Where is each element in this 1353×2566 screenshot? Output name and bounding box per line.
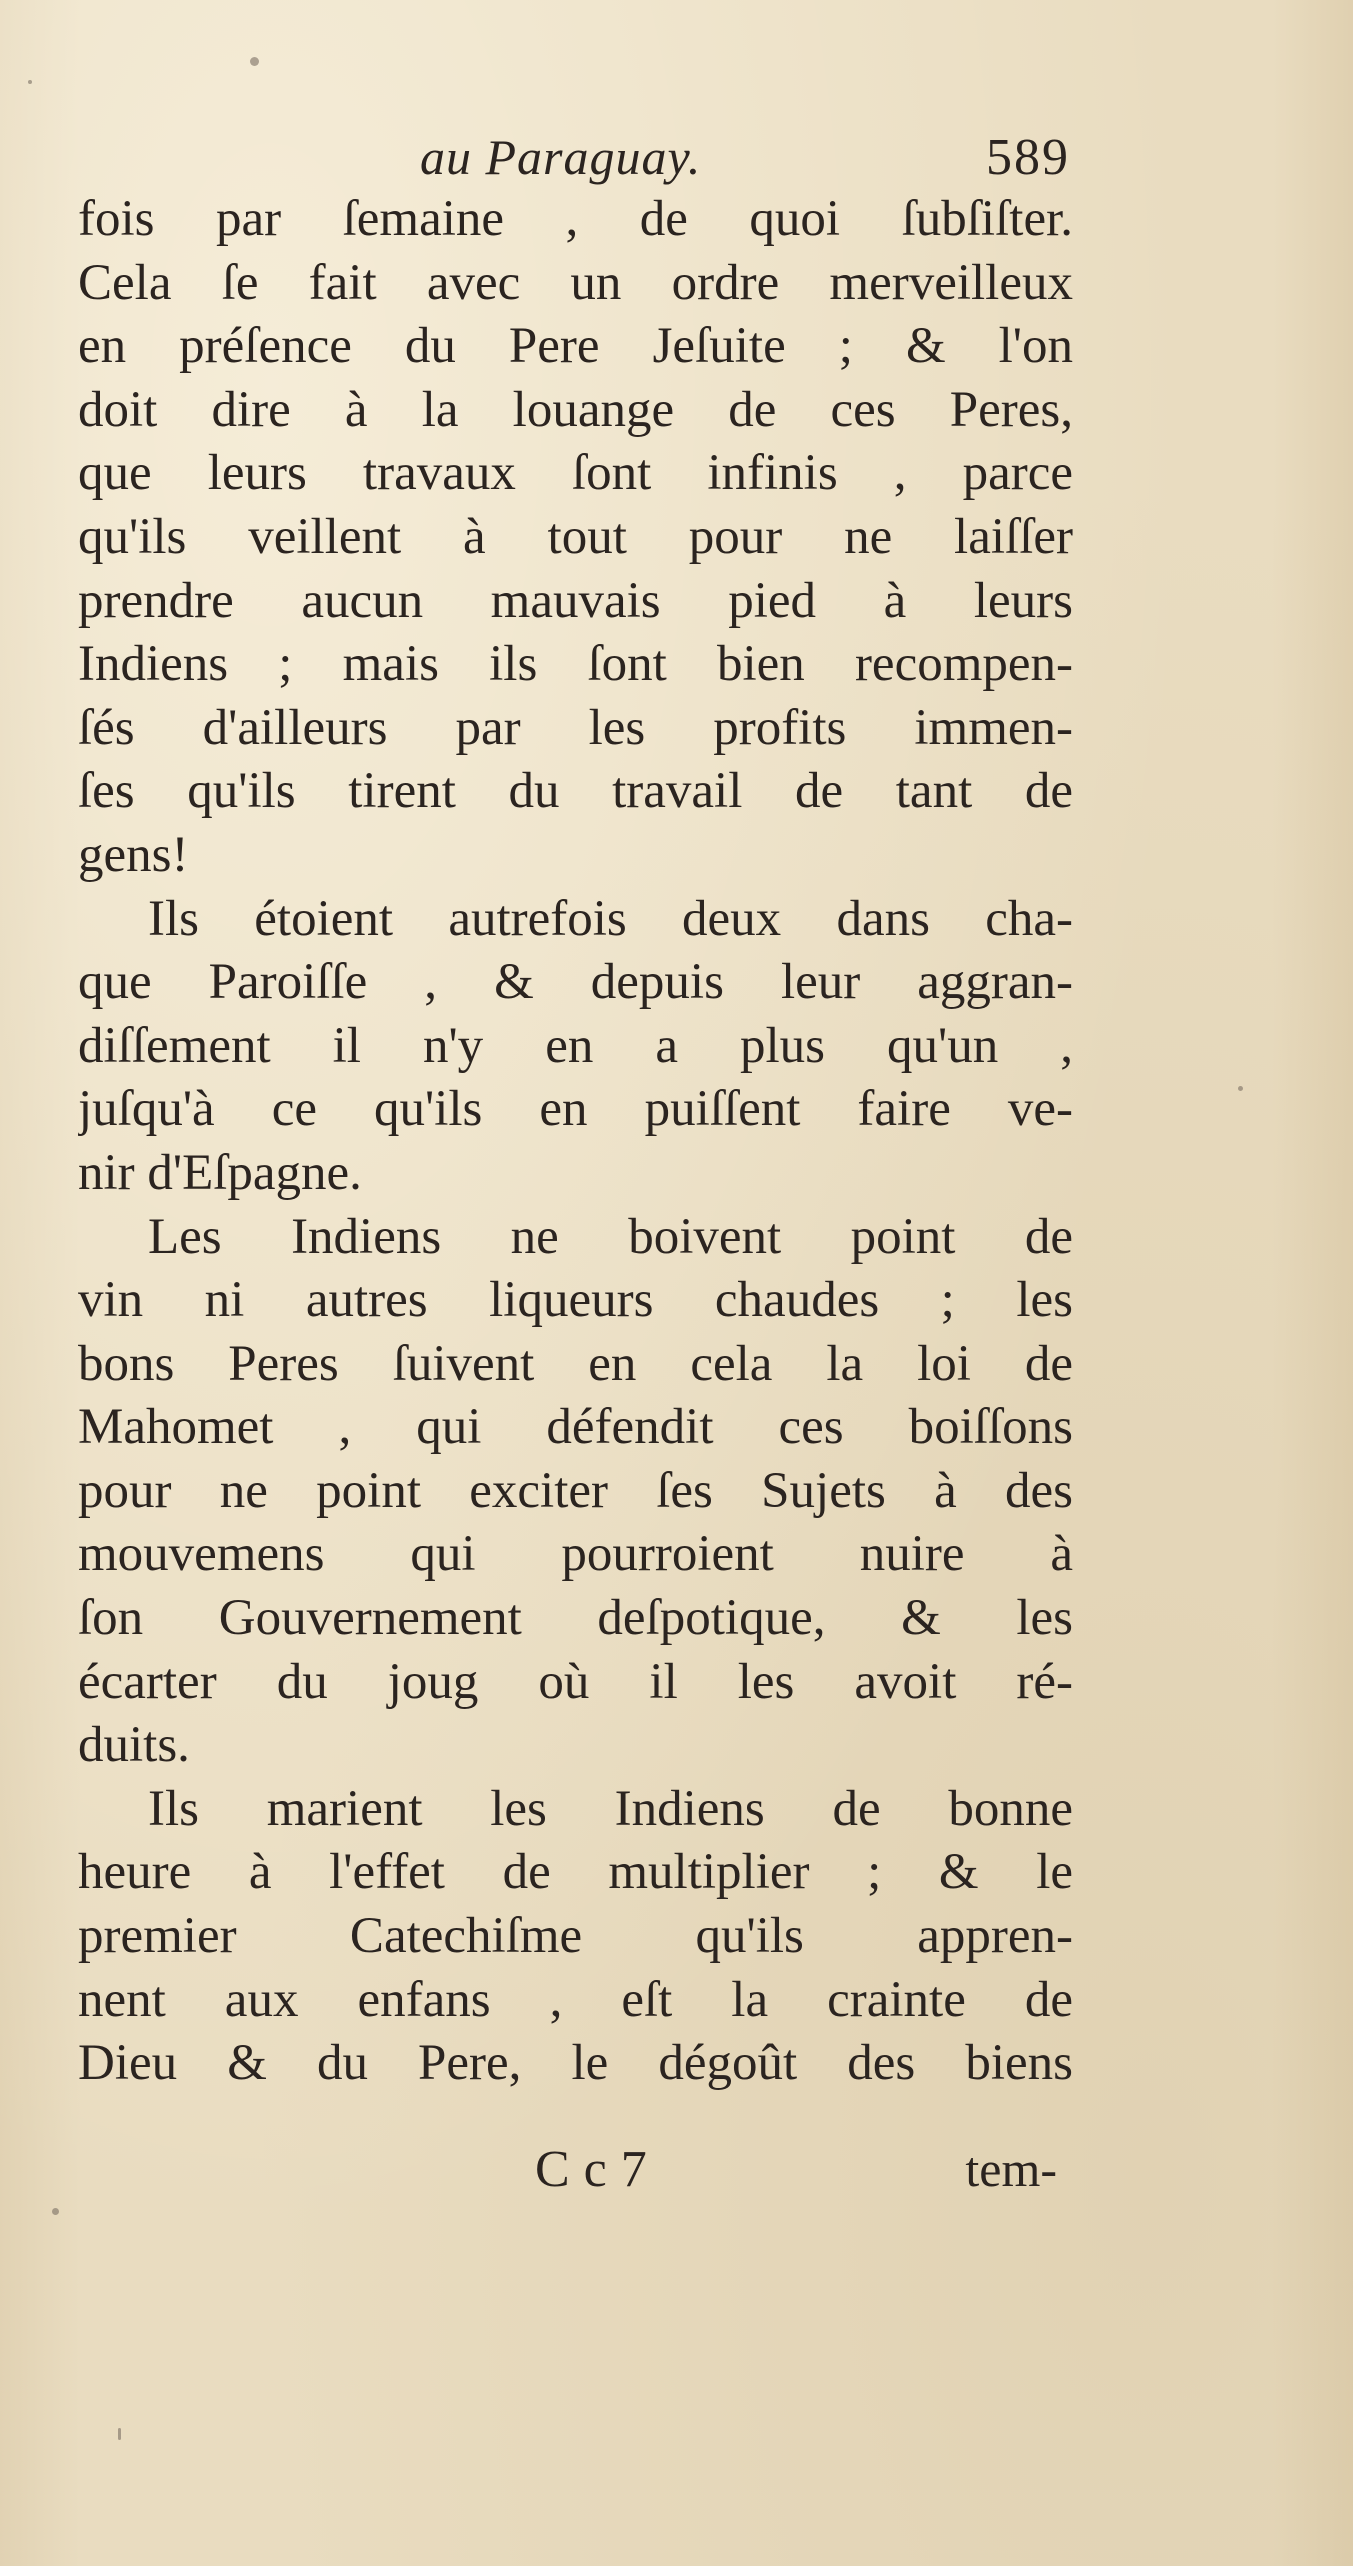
text-line: duits. [78, 1717, 190, 1774]
text-line: nir d'Eſpagne. [78, 1144, 362, 1201]
text-line: premier Catechiſme qu'ils appren- [78, 1908, 1073, 1965]
text-line: ſon Gouvernement deſpotique, & les [78, 1590, 1073, 1647]
text-line: écarter du joug où il les avoit ré- [78, 1653, 1073, 1710]
text-line: qu'ils veillent à tout pour ne laiſſer [78, 508, 1073, 565]
text-line: ſés d'ailleurs par les profits immen- [78, 699, 1073, 756]
text-line: que leurs travaux ſont infinis , parce [78, 445, 1073, 502]
catchword: tem- [965, 2141, 1057, 2197]
paper-speck [28, 80, 32, 84]
page-number: 589 [986, 129, 1070, 186]
text-line: Les Indiens ne boivent point de [148, 1208, 1073, 1265]
paper-speck [118, 2428, 121, 2440]
paper-speck [250, 57, 259, 66]
text-line: pour ne point exciter ſes Sujets à des [78, 1462, 1073, 1519]
text-line: vin ni autres liqueurs chaudes ; les [78, 1272, 1073, 1329]
text-line: diſſement il n'y en a plus qu'un , [78, 1017, 1073, 1074]
page-footer [78, 2140, 1073, 2210]
text-line: gens! [78, 826, 189, 883]
paper-speck [1238, 1086, 1243, 1091]
text-line: Ils marient les Indiens de bonne [148, 1780, 1073, 1837]
body-text [78, 188, 1073, 2096]
text-line: Mahomet , qui défendit ces boiſſons [78, 1399, 1073, 1456]
running-title: au Paraguay. [420, 129, 702, 185]
text-line: mouvemens qui pourroient nuire à [78, 1526, 1073, 1583]
text-line: ſes qu'ils tirent du travail de tant de [78, 763, 1073, 820]
text-line: Cela ſe fait avec un ordre merveilleux [78, 254, 1073, 311]
signature-mark: Cc7 [535, 2141, 661, 2198]
text-line: Ils étoient autrefois deux dans cha- [148, 890, 1073, 947]
text-line: heure à l'effet de multiplier ; & le [78, 1844, 1073, 1901]
text-line: en préſence du Pere Jeſuite ; & l'on [78, 318, 1073, 375]
text-line: nent aux enfans , eſt la crainte de [78, 1971, 1073, 2028]
text-line: juſqu'à ce qu'ils en puiſſent faire ve- [78, 1081, 1073, 1138]
text-line: que Paroiſſe , & depuis leur aggran- [78, 954, 1073, 1011]
text-line: prendre aucun mauvais pied à leurs [78, 572, 1073, 629]
text-line: Indiens ; mais ils ſont bien recompen- [78, 636, 1073, 693]
text-line: doit dire à la louange de ces Peres, [78, 381, 1073, 438]
paper-speck [52, 2208, 59, 2215]
text-line: bons Peres ſuivent en cela la loi de [78, 1335, 1073, 1392]
text-line: fois par ſemaine , de quoi ſubſiſter. [78, 191, 1073, 247]
text-line: Dieu & du Pere, le dégoût des biens [78, 2035, 1073, 2092]
